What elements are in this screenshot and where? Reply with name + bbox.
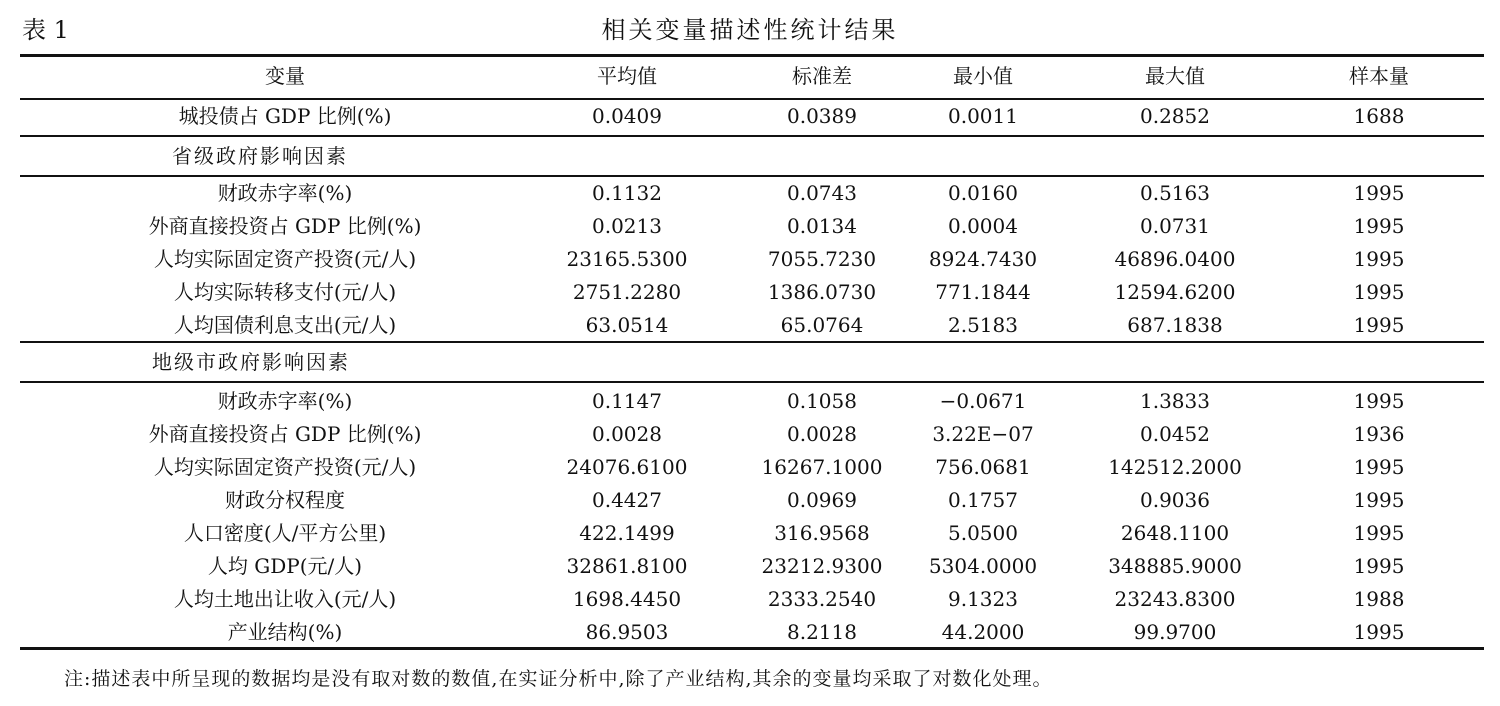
- table-row: [20, 550, 1484, 583]
- cell-max: 0.2852: [1140, 104, 1210, 128]
- header-n: 样本量: [1349, 64, 1409, 88]
- section-title-prefecture: 地级市政府影响因素: [152, 350, 350, 374]
- row-label: 外商直接投资占 GDP 比例(%): [148, 214, 422, 238]
- cell-n: 1995: [1353, 521, 1405, 545]
- cell-std: 7055.7230: [767, 247, 877, 271]
- cell-mean: 0.0028: [592, 422, 662, 446]
- cell-max: 142512.2000: [1108, 455, 1242, 479]
- cell-min: 0.0004: [948, 214, 1018, 238]
- cell-max: 1.3833: [1140, 389, 1210, 413]
- cell-min: 9.1323: [948, 587, 1018, 611]
- cell-max: 2648.1100: [1120, 521, 1230, 545]
- header-max: 最大值: [1145, 64, 1205, 88]
- row-label: 人口密度(人/平方公里): [183, 521, 387, 545]
- cell-min: 8924.7430: [928, 247, 1038, 271]
- cell-n: 1995: [1353, 620, 1405, 644]
- cell-n: 1995: [1353, 455, 1405, 479]
- cell-max: 687.1838: [1127, 313, 1223, 337]
- table-row: [20, 100, 1484, 133]
- table-row: [20, 210, 1484, 243]
- header-row: [20, 60, 1484, 93]
- cell-max: 0.9036: [1140, 488, 1210, 512]
- cell-std: 0.1058: [787, 389, 857, 413]
- row-label: 财政赤字率(%): [217, 181, 353, 205]
- cell-max: 12594.6200: [1114, 280, 1236, 304]
- cell-min: 3.22E−07: [932, 422, 1034, 446]
- cell-mean: 0.1132: [592, 181, 662, 205]
- header-mean: 平均值: [597, 64, 657, 88]
- table-row: [20, 177, 1484, 210]
- row-label: 财政赤字率(%): [217, 389, 353, 413]
- cell-min: 0.0011: [948, 104, 1018, 128]
- row-label: 人均实际固定资产投资(元/人): [153, 247, 417, 271]
- row-label: 人均国债利息支出(元/人): [173, 313, 397, 337]
- row-label: 人均实际固定资产投资(元/人): [153, 455, 417, 479]
- section-title-provincial: 省级政府影响因素: [172, 144, 348, 168]
- table-row: [20, 583, 1484, 616]
- cell-std: 1386.0730: [767, 280, 877, 304]
- cell-mean: 0.0409: [592, 104, 662, 128]
- cell-mean: 1698.4450: [572, 587, 682, 611]
- cell-mean: 86.9503: [585, 620, 669, 644]
- cell-std: 23212.9300: [761, 554, 883, 578]
- row-label: 财政分权程度: [225, 488, 345, 512]
- cell-max: 46896.0400: [1114, 247, 1236, 271]
- row-label: 人均实际转移支付(元/人): [173, 280, 397, 304]
- cell-min: 5.0500: [948, 521, 1018, 545]
- row-label: 城投债占 GDP 比例(%): [178, 104, 392, 128]
- table-caption-title: 相关变量描述性统计结果: [601, 16, 899, 44]
- cell-std: 0.0969: [787, 488, 857, 512]
- cell-mean: 63.0514: [585, 313, 669, 337]
- cell-min: 2.5183: [948, 313, 1018, 337]
- cell-n: 1995: [1353, 389, 1405, 413]
- table-row: [20, 243, 1484, 276]
- cell-max: 0.0452: [1140, 422, 1210, 446]
- row-label: 人均 GDP(元/人): [207, 554, 363, 578]
- rule: [20, 135, 1484, 137]
- table-row: [20, 309, 1484, 342]
- cell-n: 1995: [1353, 181, 1405, 205]
- cell-n: 1995: [1353, 247, 1405, 271]
- table-row: [20, 276, 1484, 309]
- cell-min: 756.0681: [935, 455, 1031, 479]
- cell-n: 1936: [1353, 422, 1405, 446]
- cell-min: 44.2000: [941, 620, 1025, 644]
- table-note: 注:描述表中所呈现的数据均是没有取对数的数值,在实证分析中,除了产业结构,其余的变量均采取了对数化处理。: [64, 668, 1053, 690]
- table-row: [20, 484, 1484, 517]
- cell-mean: 0.1147: [592, 389, 662, 413]
- cell-std: 0.0743: [787, 181, 857, 205]
- cell-min: 0.1757: [948, 488, 1018, 512]
- cell-n: 1688: [1353, 104, 1405, 128]
- top-rule: [20, 54, 1484, 57]
- header-variable: 变量: [265, 64, 305, 88]
- cell-min: 771.1844: [935, 280, 1031, 304]
- cell-mean: 32861.8100: [566, 554, 688, 578]
- cell-min: 0.0160: [948, 181, 1018, 205]
- row-label: 外商直接投资占 GDP 比例(%): [148, 422, 422, 446]
- cell-n: 1995: [1353, 554, 1405, 578]
- cell-std: 65.0764: [780, 313, 864, 337]
- cell-min: 5304.0000: [928, 554, 1038, 578]
- cell-max: 23243.8300: [1114, 587, 1236, 611]
- cell-std: 0.0389: [787, 104, 857, 128]
- cell-std: 316.9568: [774, 521, 870, 545]
- cell-mean: 24076.6100: [566, 455, 688, 479]
- row-label: 人均土地出让收入(元/人): [173, 587, 397, 611]
- cell-std: 16267.1000: [761, 455, 883, 479]
- cell-std: 2333.2540: [767, 587, 877, 611]
- cell-std: 8.2118: [787, 620, 857, 644]
- table-caption-label: 表 1: [22, 16, 69, 44]
- table-row: [20, 418, 1484, 451]
- cell-mean: 0.4427: [592, 488, 662, 512]
- cell-std: 0.0134: [787, 214, 857, 238]
- cell-max: 0.0731: [1140, 214, 1210, 238]
- bottom-rule: [20, 647, 1484, 650]
- table-row: [20, 517, 1484, 550]
- cell-std: 0.0028: [787, 422, 857, 446]
- header-std: 标准差: [792, 64, 852, 88]
- header-min: 最小值: [953, 64, 1013, 88]
- cell-mean: 2751.2280: [572, 280, 682, 304]
- cell-mean: 23165.5300: [566, 247, 688, 271]
- cell-n: 1995: [1353, 488, 1405, 512]
- table-row: [20, 451, 1484, 484]
- cell-max: 0.5163: [1140, 181, 1210, 205]
- cell-max: 99.9700: [1133, 620, 1217, 644]
- cell-n: 1995: [1353, 214, 1405, 238]
- cell-n: 1988: [1353, 587, 1405, 611]
- cell-n: 1995: [1353, 313, 1405, 337]
- cell-max: 348885.9000: [1108, 554, 1242, 578]
- cell-mean: 422.1499: [579, 521, 675, 545]
- table-row: [20, 616, 1484, 649]
- rule: [20, 341, 1484, 343]
- rule: [20, 381, 1484, 383]
- cell-mean: 0.0213: [592, 214, 662, 238]
- cell-n: 1995: [1353, 280, 1405, 304]
- row-label: 产业结构(%): [227, 620, 343, 644]
- table-row: [20, 385, 1484, 418]
- cell-min: −0.0671: [939, 389, 1027, 413]
